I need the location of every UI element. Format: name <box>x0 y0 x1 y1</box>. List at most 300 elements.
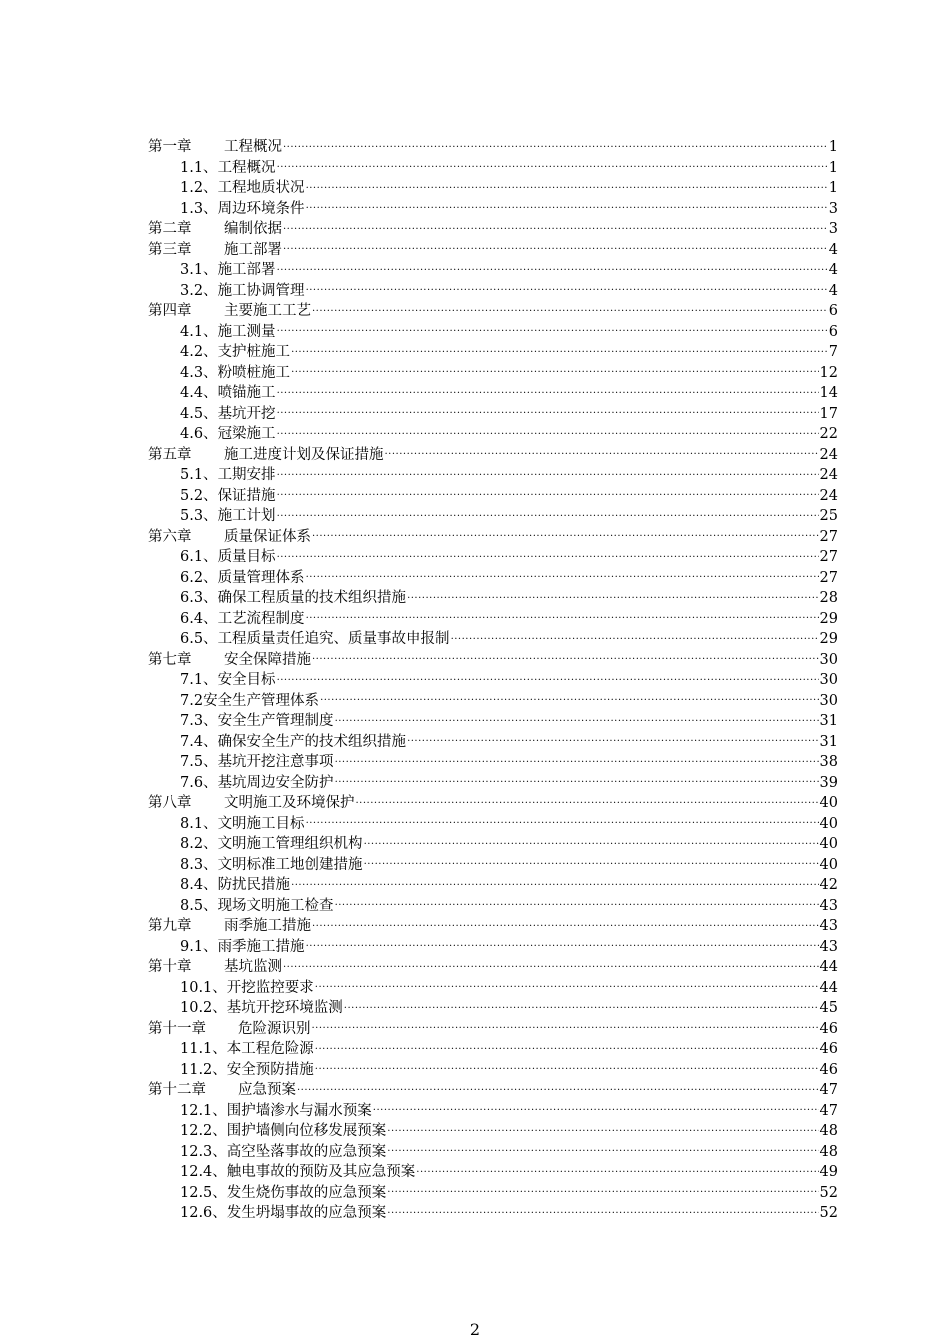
toc-dot-leader <box>306 568 819 582</box>
toc-entry-page-number: 46 <box>819 1020 838 1037</box>
toc-entry-number: 8.3、 <box>180 856 218 873</box>
toc-entry-label <box>180 465 276 486</box>
toc-entry-page-number: 42 <box>819 877 838 893</box>
toc-entry-page-number: 38 <box>819 754 838 770</box>
toc-entry-title: 发生坍塌事故的应急预案 <box>226 1205 387 1221</box>
toc-chapter-entry[interactable] <box>148 137 838 158</box>
toc-entry-number: 6.1、 <box>180 549 218 565</box>
toc-dot-leader <box>312 916 819 930</box>
toc-entry-page-number: 6 <box>828 323 838 340</box>
toc-dot-leader <box>335 773 819 787</box>
toc-section-entry[interactable] <box>148 998 838 1019</box>
toc-entry-label <box>148 240 282 261</box>
toc-dot-leader <box>277 465 819 479</box>
toc-entry-label <box>180 322 276 343</box>
toc-section-entry[interactable] <box>148 158 838 179</box>
toc-entry-page-number: 45 <box>819 1000 838 1016</box>
toc-entry-number: 8.5、 <box>180 897 218 914</box>
toc-entry-label <box>180 1203 386 1224</box>
toc-section-entry[interactable] <box>148 814 838 835</box>
toc-entry-label <box>148 793 355 814</box>
toc-entry-title: 支护桩施工 <box>217 344 291 360</box>
toc-section-entry[interactable] <box>148 609 838 630</box>
toc-entry-number: 4.2、 <box>180 344 218 360</box>
toc-dot-leader <box>306 178 828 192</box>
toc-entry-page-number: 6 <box>828 303 838 319</box>
toc-entry-title: 主要施工工艺 <box>224 303 311 319</box>
toc-entry-number: 11.2、 <box>180 1061 227 1078</box>
toc-entry-title: 保证措施 <box>217 487 276 504</box>
toc-entry-label <box>180 424 276 445</box>
toc-entry-number: 7.3、 <box>180 713 218 729</box>
toc-dot-leader <box>277 404 819 418</box>
toc-entry-number: 12.1、 <box>180 1102 227 1119</box>
toc-dot-leader <box>277 486 819 500</box>
toc-dot-leader <box>291 342 828 356</box>
toc-entry-page-number: 1 <box>828 139 838 155</box>
toc-dot-leader <box>291 363 818 377</box>
toc-dot-leader <box>356 793 819 807</box>
toc-entry-page-number: 3 <box>828 200 838 217</box>
toc-dot-leader <box>312 1019 819 1033</box>
toc-entry-title: 雨季施工措施 <box>217 938 305 955</box>
toc-entry-number: 6.4、 <box>180 610 218 627</box>
toc-entry-title: 围护墙侧向位移发展预案 <box>226 1123 387 1139</box>
toc-entry-title: 发生烧伤事故的应急预案 <box>226 1184 387 1201</box>
toc-entry-number: 8.4、 <box>180 877 218 893</box>
toc-dot-leader <box>291 875 818 889</box>
toc-entry-title: 冠梁施工 <box>217 426 276 442</box>
toc-entry-label <box>180 896 334 917</box>
toc-entry-title: 工程地质状况 <box>217 180 305 196</box>
toc-dot-leader <box>385 445 819 459</box>
toc-entry-label <box>180 1162 415 1183</box>
toc-entry-title: 文明施工及环境保护 <box>224 795 355 811</box>
toc-chapter-entry[interactable] <box>148 445 838 466</box>
toc-entry-title: 质量目标 <box>217 549 276 565</box>
toc-entry-number: 10.2、 <box>180 1000 227 1016</box>
toc-entry-label <box>180 506 276 527</box>
toc-entry-page-number: 29 <box>819 610 838 627</box>
toc-entry-title: 确保工程质量的技术组织措施 <box>217 590 407 606</box>
toc-entry-number: 第十一章 <box>148 1020 206 1037</box>
toc-entry-label <box>180 998 343 1019</box>
toc-entry-page-number: 39 <box>819 774 838 791</box>
toc-entry-label <box>148 1080 296 1101</box>
toc-entry-number: 第二章 <box>148 221 192 237</box>
table-of-contents <box>148 137 838 1224</box>
toc-entry-number: 第十二章 <box>148 1082 206 1098</box>
toc-section-entry[interactable] <box>148 404 838 425</box>
toc-dot-leader <box>416 1162 818 1176</box>
toc-entry-title: 施工部署 <box>224 241 282 258</box>
toc-entry-page-number: 40 <box>819 856 838 873</box>
toc-section-entry[interactable] <box>148 629 838 650</box>
toc-dot-leader <box>277 547 819 561</box>
toc-entry-page-number: 22 <box>819 426 838 442</box>
toc-section-entry[interactable] <box>148 834 838 855</box>
toc-entry-page-number: 14 <box>819 385 838 401</box>
toc-entry-number: 7.5、 <box>180 754 218 770</box>
toc-entry-page-number: 24 <box>819 467 838 483</box>
toc-entry-page-number: 31 <box>819 713 838 729</box>
toc-dot-leader <box>277 158 828 172</box>
toc-entry-label <box>180 178 305 199</box>
toc-section-entry[interactable] <box>148 875 838 896</box>
toc-entry-label <box>180 568 305 589</box>
toc-entry-number: 1.1、 <box>180 159 218 176</box>
toc-dot-leader <box>387 1121 818 1135</box>
toc-dot-leader <box>277 506 819 520</box>
toc-entry-page-number: 43 <box>819 918 838 934</box>
toc-entry-title: 施工进度计划及保证措施 <box>224 446 384 463</box>
toc-entry-label <box>180 363 290 384</box>
toc-entry-title: 工程概况 <box>224 139 282 155</box>
toc-entry-title: 安全生产管理制度 <box>217 713 334 729</box>
toc-entry-label <box>180 1039 314 1060</box>
toc-entry-title: 施工部署 <box>217 262 276 278</box>
toc-entry-page-number: 48 <box>819 1143 838 1160</box>
toc-entry-page-number: 25 <box>819 508 838 524</box>
toc-entry-title: 本工程危险源 <box>226 1041 314 1057</box>
toc-section-entry[interactable] <box>148 752 838 773</box>
toc-entry-page-number: 47 <box>819 1102 838 1119</box>
toc-section-entry[interactable] <box>148 773 838 794</box>
toc-entry-number: 7.1、 <box>180 672 218 688</box>
toc-section-entry[interactable] <box>148 547 838 568</box>
toc-entry-label <box>180 588 406 609</box>
toc-entry-number: 第十章 <box>148 959 192 975</box>
toc-entry-page-number: 27 <box>819 549 838 565</box>
toc-entry-title: 确保安全生产的技术组织措施 <box>217 733 407 750</box>
toc-section-entry[interactable] <box>148 670 838 691</box>
toc-entry-page-number: 40 <box>819 815 838 832</box>
toc-chapter-entry[interactable] <box>148 1080 838 1101</box>
toc-dot-leader <box>315 978 819 992</box>
toc-entry-number: 4.1、 <box>180 323 218 340</box>
toc-entry-label <box>180 732 406 753</box>
toc-entry-label <box>180 1142 386 1163</box>
toc-entry-page-number: 46 <box>819 1061 838 1078</box>
toc-section-entry[interactable] <box>148 896 838 917</box>
toc-dot-leader <box>283 219 828 233</box>
toc-entry-title: 安全保障措施 <box>224 651 311 668</box>
toc-entry-label <box>180 834 363 855</box>
toc-entry-title: 基坑开挖注意事项 <box>217 754 334 770</box>
toc-entry-title: 基坑周边安全防护 <box>217 774 334 791</box>
toc-entry-page-number: 52 <box>819 1184 838 1201</box>
toc-entry-title: 文明施工管理组织机构 <box>217 836 363 852</box>
toc-chapter-entry[interactable] <box>148 793 838 814</box>
toc-entry-label <box>148 137 282 158</box>
toc-entry-title: 施工计划 <box>217 508 276 524</box>
toc-entry-number: 3.1、 <box>180 262 218 278</box>
page-number: 2 <box>469 1320 481 1339</box>
toc-section-entry[interactable] <box>148 1142 838 1163</box>
toc-entry-title: 防扰民措施 <box>217 877 291 893</box>
toc-entry-number: 11.1、 <box>180 1041 227 1057</box>
toc-section-entry[interactable] <box>148 1060 838 1081</box>
toc-entry-label <box>180 752 334 773</box>
toc-entry-label <box>180 1060 314 1081</box>
toc-entry-number: 1.3、 <box>180 200 218 217</box>
toc-section-entry[interactable] <box>148 1039 838 1060</box>
toc-entry-page-number: 44 <box>819 979 838 996</box>
toc-dot-leader <box>277 383 819 397</box>
toc-dot-leader <box>387 1183 818 1197</box>
toc-entry-page-number: 43 <box>819 938 838 955</box>
toc-dot-leader <box>297 1080 819 1094</box>
toc-dot-leader <box>373 1101 819 1115</box>
toc-dot-leader <box>344 998 819 1012</box>
toc-entry-page-number: 49 <box>819 1164 838 1180</box>
toc-entry-label <box>180 937 305 958</box>
toc-entry-page-number: 43 <box>819 897 838 914</box>
toc-entry-number: 4.6、 <box>180 426 218 442</box>
toc-entry-page-number: 1 <box>828 159 838 176</box>
toc-entry-number: 4.3、 <box>180 364 218 381</box>
toc-entry-label <box>180 711 334 732</box>
toc-entry-title: 应急预案 <box>238 1082 296 1098</box>
toc-entry-title: 基坑开挖 <box>217 405 276 422</box>
toc-entry-title: 工程质量责任追究、质量事故申报制 <box>217 631 450 647</box>
toc-entry-number: 7.6、 <box>180 774 218 791</box>
toc-entry-page-number: 44 <box>819 959 838 975</box>
toc-chapter-entry[interactable] <box>148 301 838 322</box>
toc-entry-number: 8.2、 <box>180 836 218 852</box>
toc-section-entry[interactable] <box>148 199 838 220</box>
toc-dot-leader <box>277 670 819 684</box>
toc-section-entry[interactable] <box>148 486 838 507</box>
toc-entry-page-number: 24 <box>819 446 838 463</box>
toc-section-entry[interactable] <box>148 691 838 712</box>
toc-entry-label <box>180 383 276 404</box>
toc-entry-label <box>180 773 334 794</box>
toc-entry-page-number: 47 <box>819 1082 838 1098</box>
toc-entry-number: 5.2、 <box>180 487 218 504</box>
toc-entry-number: 5.1、 <box>180 467 218 483</box>
toc-entry-number: 7.4、 <box>180 733 218 750</box>
toc-entry-number: 6.3、 <box>180 590 218 606</box>
toc-entry-label <box>148 527 311 548</box>
toc-entry-title: 安全目标 <box>217 672 276 688</box>
toc-entry-page-number: 3 <box>828 221 838 237</box>
toc-entry-label <box>148 1019 311 1040</box>
toc-entry-label <box>180 691 319 712</box>
toc-entry-number: 6.5、 <box>180 631 218 647</box>
toc-dot-leader <box>312 527 819 541</box>
toc-dot-leader <box>335 711 819 725</box>
toc-entry-number: 8.1、 <box>180 815 218 832</box>
toc-entry-title: 工期安排 <box>217 467 276 483</box>
toc-entry-title: 工程概况 <box>217 159 276 176</box>
toc-entry-page-number: 1 <box>828 180 838 196</box>
toc-entry-number: 3.2、 <box>180 282 218 299</box>
toc-entry-label <box>148 916 311 937</box>
toc-dot-leader <box>407 588 818 602</box>
toc-entry-label <box>180 342 290 363</box>
toc-entry-title: 工艺流程制度 <box>217 610 305 627</box>
toc-entry-number: 4.4、 <box>180 385 218 401</box>
toc-entry-title: 质量保证体系 <box>224 528 311 545</box>
toc-section-entry[interactable] <box>148 937 838 958</box>
toc-entry-title: 编制依据 <box>224 221 282 237</box>
toc-section-entry[interactable] <box>148 178 838 199</box>
toc-entry-title: 喷锚施工 <box>217 385 276 401</box>
toc-entry-number: 12.6、 <box>180 1205 227 1221</box>
toc-entry-number: 1.2、 <box>180 180 218 196</box>
toc-section-entry[interactable] <box>148 322 838 343</box>
toc-dot-leader <box>306 199 828 213</box>
toc-section-entry[interactable] <box>148 588 838 609</box>
toc-section-entry[interactable] <box>148 1121 838 1142</box>
toc-chapter-entry[interactable] <box>148 957 838 978</box>
toc-section-entry[interactable] <box>148 342 838 363</box>
toc-entry-title: 文明施工目标 <box>217 815 305 832</box>
toc-entry-page-number: 27 <box>819 528 838 545</box>
toc-dot-leader <box>407 732 818 746</box>
toc-entry-label <box>180 158 276 179</box>
toc-entry-title: 质量管理体系 <box>217 569 305 586</box>
toc-section-entry[interactable] <box>148 383 838 404</box>
toc-dot-leader <box>306 609 819 623</box>
toc-dot-leader <box>306 281 828 295</box>
toc-entry-number: 第四章 <box>148 303 192 319</box>
toc-entry-number: 12.4、 <box>180 1164 227 1180</box>
toc-entry-page-number: 29 <box>819 631 838 647</box>
toc-entry-label <box>180 260 276 281</box>
toc-entry-number: 6.2、 <box>180 569 218 586</box>
toc-entry-page-number: 12 <box>819 364 838 381</box>
toc-section-entry[interactable] <box>148 1183 838 1204</box>
toc-entry-label <box>180 1183 386 1204</box>
toc-section-entry[interactable] <box>148 465 838 486</box>
toc-entry-page-number: 17 <box>819 405 838 422</box>
toc-entry-label <box>180 609 305 630</box>
toc-entry-label <box>180 1121 386 1142</box>
toc-entry-page-number: 28 <box>819 590 838 606</box>
toc-dot-leader <box>306 937 819 951</box>
toc-dot-leader <box>315 1039 819 1053</box>
toc-dot-leader <box>387 1203 818 1217</box>
toc-section-entry[interactable] <box>148 424 838 445</box>
toc-entry-title: 粉喷桩施工 <box>217 364 291 381</box>
toc-entry-page-number: 4 <box>828 241 838 258</box>
toc-entry-label <box>180 486 276 507</box>
toc-entry-number: 第七章 <box>148 651 192 668</box>
toc-section-entry[interactable] <box>148 363 838 384</box>
toc-dot-leader <box>283 240 828 254</box>
toc-entry-label <box>148 957 282 978</box>
toc-entry-label <box>180 855 363 876</box>
toc-chapter-entry[interactable] <box>148 527 838 548</box>
toc-entry-number: 7.2 <box>180 692 204 709</box>
toc-entry-page-number: 40 <box>819 795 838 811</box>
toc-entry-number: 12.3、 <box>180 1143 227 1160</box>
toc-entry-number: 第九章 <box>148 918 192 934</box>
toc-entry-page-number: 40 <box>819 836 838 852</box>
toc-entry-label <box>180 978 314 999</box>
toc-entry-title: 施工协调管理 <box>217 282 305 299</box>
toc-entry-page-number: 46 <box>819 1041 838 1057</box>
toc-entry-title: 危险源识别 <box>238 1020 311 1037</box>
toc-section-entry[interactable] <box>148 568 838 589</box>
toc-entry-label <box>148 219 282 240</box>
toc-entry-page-number: 4 <box>828 282 838 299</box>
toc-entry-page-number: 4 <box>828 262 838 278</box>
toc-dot-leader <box>335 752 819 766</box>
toc-section-entry[interactable] <box>148 281 838 302</box>
toc-entry-title: 现场文明施工检查 <box>217 897 334 914</box>
toc-entry-label <box>148 650 311 671</box>
toc-dot-leader <box>283 137 828 151</box>
toc-entry-number: 第八章 <box>148 795 192 811</box>
toc-entry-label <box>180 1101 372 1122</box>
toc-section-entry[interactable] <box>148 506 838 527</box>
toc-entry-title: 围护墙渗水与漏水预案 <box>226 1102 372 1119</box>
toc-entry-title: 基坑开挖环境监测 <box>226 1000 343 1016</box>
toc-entry-title: 周边环境条件 <box>217 200 305 217</box>
toc-section-entry[interactable] <box>148 1162 838 1183</box>
toc-entry-title: 基坑监测 <box>224 959 282 975</box>
toc-dot-leader <box>364 834 819 848</box>
toc-entry-title: 安全生产管理体系 <box>203 692 320 709</box>
toc-entry-title: 雨季施工措施 <box>224 918 311 934</box>
toc-dot-leader <box>312 650 819 664</box>
toc-chapter-entry[interactable] <box>148 650 838 671</box>
toc-entry-number: 第三章 <box>148 241 192 258</box>
toc-entry-label <box>180 814 305 835</box>
toc-dot-leader <box>277 322 828 336</box>
toc-entry-page-number: 30 <box>819 672 838 688</box>
toc-section-entry[interactable] <box>148 1101 838 1122</box>
toc-entry-page-number: 30 <box>819 692 838 709</box>
toc-entry-page-number: 30 <box>819 651 838 668</box>
toc-entry-page-number: 52 <box>819 1205 838 1221</box>
toc-section-entry[interactable] <box>148 978 838 999</box>
toc-dot-leader <box>451 629 819 643</box>
toc-dot-leader <box>277 260 828 274</box>
toc-section-entry[interactable] <box>148 1203 838 1224</box>
toc-entry-label <box>180 670 276 691</box>
toc-section-entry[interactable] <box>148 711 838 732</box>
toc-entry-title: 开挖监控要求 <box>226 979 314 996</box>
toc-entry-number: 12.2、 <box>180 1123 227 1139</box>
toc-entry-title: 高空坠落事故的应急预案 <box>226 1143 387 1160</box>
toc-dot-leader <box>306 814 819 828</box>
toc-entry-page-number: 27 <box>819 569 838 586</box>
toc-entry-label <box>180 199 305 220</box>
toc-chapter-entry[interactable] <box>148 240 838 261</box>
toc-entry-title: 触电事故的预防及其应急预案 <box>226 1164 416 1180</box>
toc-dot-leader <box>364 855 819 869</box>
toc-entry-number: 5.3、 <box>180 508 218 524</box>
toc-entry-number: 12.5、 <box>180 1184 227 1201</box>
toc-dot-leader <box>387 1142 818 1156</box>
toc-chapter-entry[interactable] <box>148 916 838 937</box>
toc-entry-number: 第五章 <box>148 446 192 463</box>
toc-section-entry[interactable] <box>148 855 838 876</box>
toc-entry-number: 9.1、 <box>180 938 218 955</box>
toc-section-entry[interactable] <box>148 732 838 753</box>
toc-entry-number: 4.5、 <box>180 405 218 422</box>
toc-entry-label <box>180 404 276 425</box>
toc-entry-title: 文明标准工地创建措施 <box>217 856 363 873</box>
toc-dot-leader <box>277 424 819 438</box>
toc-chapter-entry[interactable] <box>148 1019 838 1040</box>
toc-chapter-entry[interactable] <box>148 219 838 240</box>
toc-section-entry[interactable] <box>148 260 838 281</box>
